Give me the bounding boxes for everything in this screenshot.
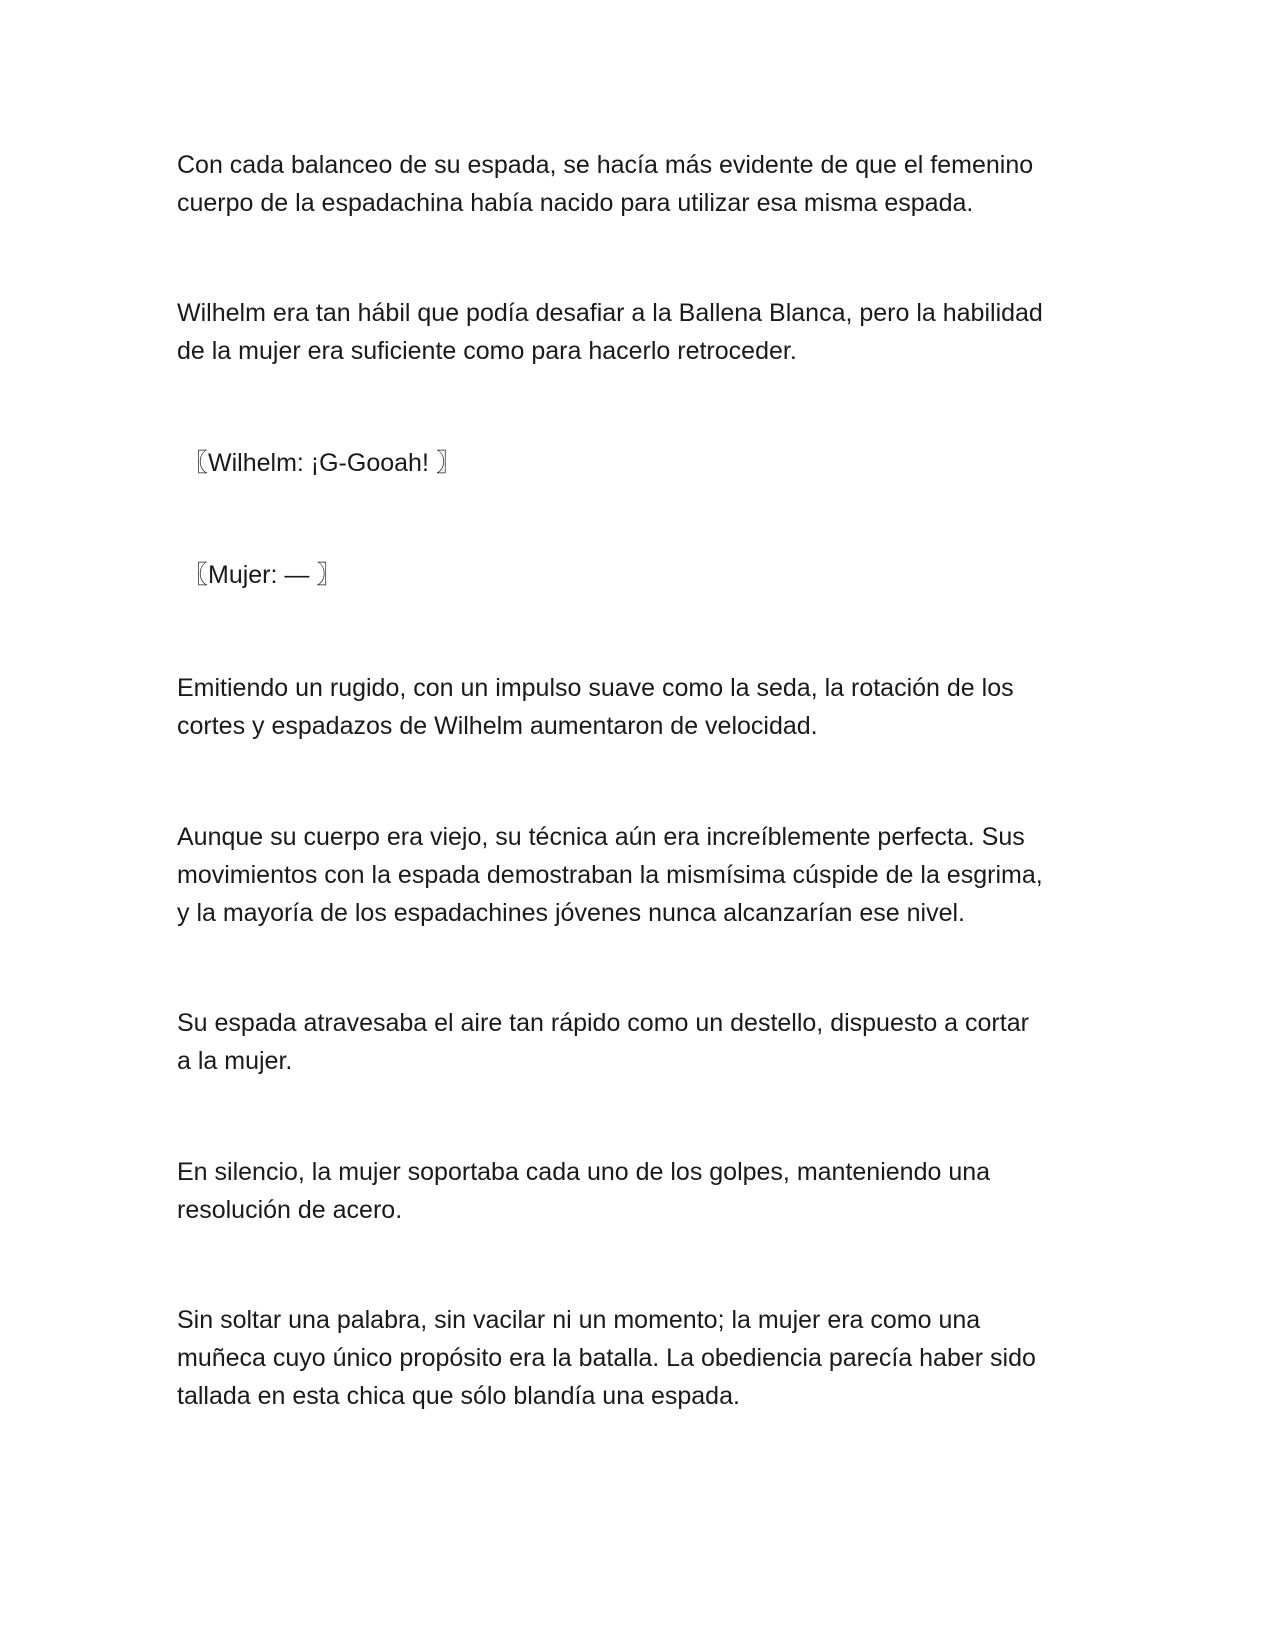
paragraph-6: En silencio, la mujer soportaba cada uno de los golpes, manteniendo una resolución de acero. <box>177 1158 991 1224</box>
paragraph-3: Emitiendo un rugido, con un impulso suave como la seda, la rotación de los cortes y espadazos de Wilhelm aumentaron de velocidad. <box>177 674 1014 740</box>
dialogue-wilhelm: 〖Wilhelm: ¡G-Gooah! 〗 <box>183 449 461 477</box>
paragraph-5: Su espada atravesaba el aire tan rápido como un destello, dispuesto a cortar a la mujer. <box>177 1009 1029 1075</box>
paragraph-4: Aunque su cuerpo era viejo, su técnica aún era increíblemente perfecta. Sus movimientos con la espada demostraban la mismísima cúspide de la esgrima, y la mayoría de los espadachines jóvenes nunca alcanzarían ese nivel. <box>177 823 1043 927</box>
paragraph-2: Wilhelm era tan hábil que podía desafiar a la Ballena Blanca, pero la habilidad de la mujer era suficiente como para hacerlo retroceder. <box>177 299 1043 365</box>
paragraph-1: Con cada balanceo de su espada, se hacía más evidente de que el femenino cuerpo de la espadachina había nacido para utilizar esa misma espada. <box>177 151 1034 217</box>
paragraph-7: Sin soltar una palabra, sin vacilar ni un momento; la mujer era como una muñeca cuyo único propósito era la batalla. La obediencia parecía haber sido tallada en esta chica que sólo blandía una espada. <box>177 1306 1036 1410</box>
dialogue-mujer: 〖Mujer: — 〗 <box>183 561 342 589</box>
